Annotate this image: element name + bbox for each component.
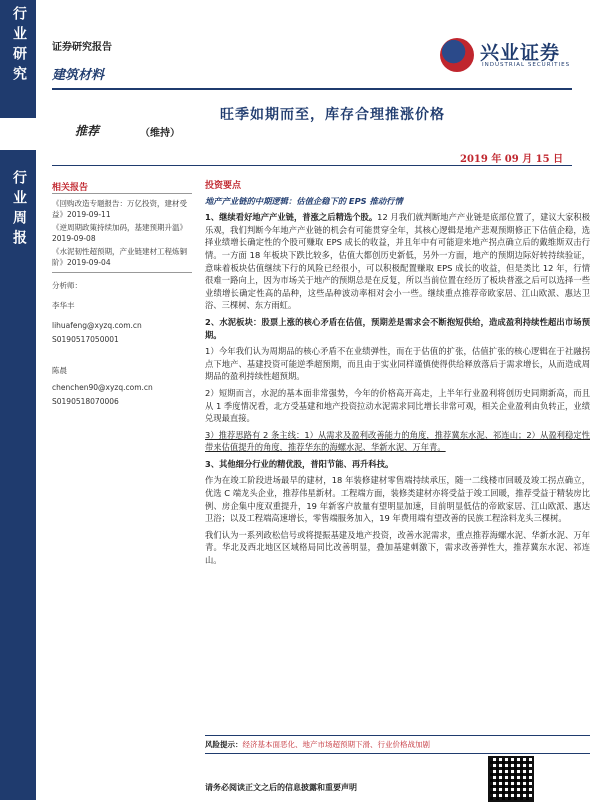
paragraph-2c: 3）推荐思路有 2 条主线：1）从需求及盈利改善能力的角度，推荐冀东水泥、祁连山；2）从盈利稳定性带来估值提升的角度，推荐华东的海螺水泥、华新水泥、万年青。 [205, 429, 590, 453]
related-report-link[interactable]: 《回购改造专题报告：万亿投资，建材受益》2019-09-11 [52, 199, 187, 219]
related-reports-heading: 相关报告 [52, 183, 89, 193]
analyst-email[interactable]: chenchen90@xyzq.com.cn [52, 383, 153, 392]
paragraph-2-lead: 2、水泥板块：股票上涨的核心矛盾在估值，预期差是需求会不断抱短供给，造成盈利持续性超出市场预期。 [205, 316, 590, 340]
industry-name: 建筑材料 [52, 68, 105, 83]
analyst-id: S0190517050001 [52, 335, 119, 344]
brand-name-en: INDUSTRIAL SECURITIES [482, 62, 571, 68]
sidebar-divider [52, 193, 192, 194]
sub-heading: 地产产业链的中期逻辑：估值企稳下的 EPS 推动行情 [205, 195, 403, 206]
header-divider [52, 88, 572, 90]
strip-bottom-text: 行业周报 [11, 170, 27, 250]
risk-notice [205, 735, 590, 754]
analyst-label: 分析师： [52, 281, 82, 290]
paragraph-1 [205, 211, 590, 312]
section-heading: 投资要点 [205, 181, 242, 191]
report-type: 证券研究报告 [52, 42, 112, 53]
analyst-name: 李华丰 [52, 301, 75, 310]
rating-label: 推荐 [75, 124, 100, 138]
page-title: 旺季如期而至，库存合理推涨价格 [220, 107, 445, 123]
footer-disclaimer: 请务必阅读正文之后的信息披露和重要声明 [205, 783, 357, 792]
related-report-link[interactable]: 《逆周期政策持续加码，基建预期升温》2019-09-08 [52, 223, 187, 243]
brand-name: 兴业证券 [480, 42, 561, 64]
paragraph-2b: 2）短期而言，水泥的基本面非常强势，今年的价格高开高走，上半年行业盈利将创历史同期新高，而且从 1 季度情况看，北方受基建和地产投资拉动水泥需求同比增长非常可观，相关企业盈利由负转正，业绩兑现最直接。 [205, 387, 590, 424]
qr-code-icon [488, 756, 534, 802]
analyst-name: 陈晨 [52, 366, 67, 375]
main-content [205, 180, 590, 571]
paragraph-1-lead: 1、继续看好地产产业链，普涨之后精选个股。 [205, 212, 378, 223]
brand-logo-icon [440, 38, 474, 72]
paragraph-4: 我们认为一系列政松信号或将提振基建及地产投资，改善水泥需求，重点推荐海螺水泥、华新水泥、万年青。华北及西北地区区域格局同比改善明显，叠加基建刺激下，需求改善弹性大，推荐冀东水泥、祁连山。 [205, 529, 590, 566]
strip-top-text: 行业研究 [11, 6, 27, 86]
paragraph-3: 作为在竣工阶段进场最早的建材，18 年装修建材零售端持续承压，随一二线楼市回暖及竣工拐点确立，优选 C 端龙头企业，推荐伟星新材。工程端方面，装修类建材亦将受益于竣工回暖，推荐受益于精装房比例、房企集中度双重提升，19 年新客户放量有望明显加速，目前明显低估的帝欧家居、江山欧派、惠达卫浴；以及工程端高速增长，零售端服务加入，19 年费用端有望改善的民族工程涂料龙头三棵树。 [205, 475, 590, 524]
paragraph-1-body: 12 月我们就判断地产产业链是底部位置了，建议大家积极乐观，我们判断今年地产产业链的机会有可能贯穿全年，其核心逻辑是地产悲观预期修正下估值企稳，选择业绩增长确定性的个股可赚取 EPS 成长的收益，并且年中有可能迎来地产拐点确立后的戴维斯双击行情。一方面 18 年板块下跌比较多，估值大都创历史新低，另外一方面，地产的预期边际好转持续验证，意味着板块估值继续下行的风险已经很小，可以积极配置赚取 EPS 成长的收益，但是类比 12 年，行情很难一路向上，因为市场关于地产的预期总是在反复，所以当前位置在经历了板块普涨之后可以选择一些业绩增长确定性高的品种，这些品种波动率相对会小一些。继续重点推荐帝欧家居、江山欧派、惠达卫浴、三棵树、东方雨虹。 [205, 212, 591, 311]
title-divider [52, 165, 572, 166]
analyst-email[interactable]: lihuafeng@xyzq.com.cn [52, 321, 142, 330]
risk-label: 风险提示： [205, 740, 243, 749]
paragraph-2a: 1）今年我们认为周期品的核心矛盾不在业绩弹性，而在于估值的扩张，估值扩张的核心逻辑在于社融拐点下地产、基建投资可能逆季超预期，而且由于实业同样谨慎使得供给释放落后于需求增长，从而造成周期品的盈利持续性超预期。 [205, 346, 590, 382]
analyst-id: S0190518070006 [52, 397, 119, 406]
sidebar-divider [52, 272, 192, 273]
rating-sub: （维持） [140, 128, 180, 139]
report-date: 2019 年 09 月 15 日 [460, 154, 564, 165]
paragraph-3-lead: 3、其他细分行业的精优股，普阳节能、再升科技。 [205, 458, 394, 469]
risk-text: 经济基本面恶化、地产市场超预期下滑、行业价格战加剧 [242, 740, 430, 749]
related-report-link[interactable]: 《水泥韧性超预期，产业链建材工程炼铜阶》2019-09-04 [52, 247, 187, 267]
